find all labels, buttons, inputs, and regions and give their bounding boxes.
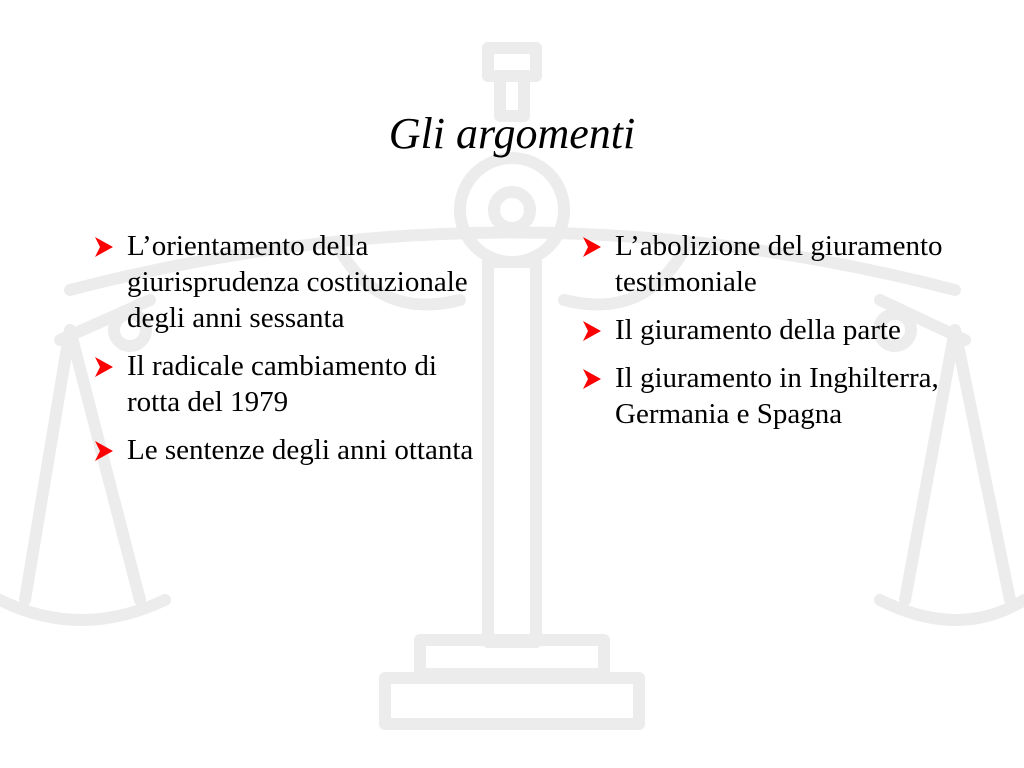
list-item-text: L’orientamento della giurisprudenza costituzionale degli anni sessanta: [127, 230, 468, 334]
list-item: [578, 312, 978, 348]
list-item-text: Il giuramento in Inghilterra, Germania e Spagna: [615, 362, 939, 430]
list-item-text: Il giuramento della parte: [615, 314, 901, 346]
list-item-text: Il radicale cambiamento di rotta del 1979: [127, 350, 437, 418]
list-item: [578, 360, 978, 432]
list-item: [90, 228, 490, 336]
list-item: [90, 432, 490, 468]
right-bullet-list: [578, 228, 978, 444]
arrow-bullet-icon: [580, 319, 604, 343]
list-item-text: L’abolizione del giuramento testimoniale: [615, 230, 943, 298]
list-item: [90, 348, 490, 420]
arrow-bullet-icon: [92, 355, 116, 379]
slide-title: Gli argomenti: [388, 109, 636, 158]
left-bullet-list: [90, 228, 490, 480]
arrow-bullet-icon: [580, 235, 604, 259]
arrow-bullet-icon: [92, 235, 116, 259]
list-item-text: Le sentenze degli anni ottanta: [127, 434, 474, 466]
list-item: [578, 228, 978, 300]
arrow-bullet-icon: [580, 367, 604, 391]
arrow-bullet-icon: [92, 439, 116, 463]
